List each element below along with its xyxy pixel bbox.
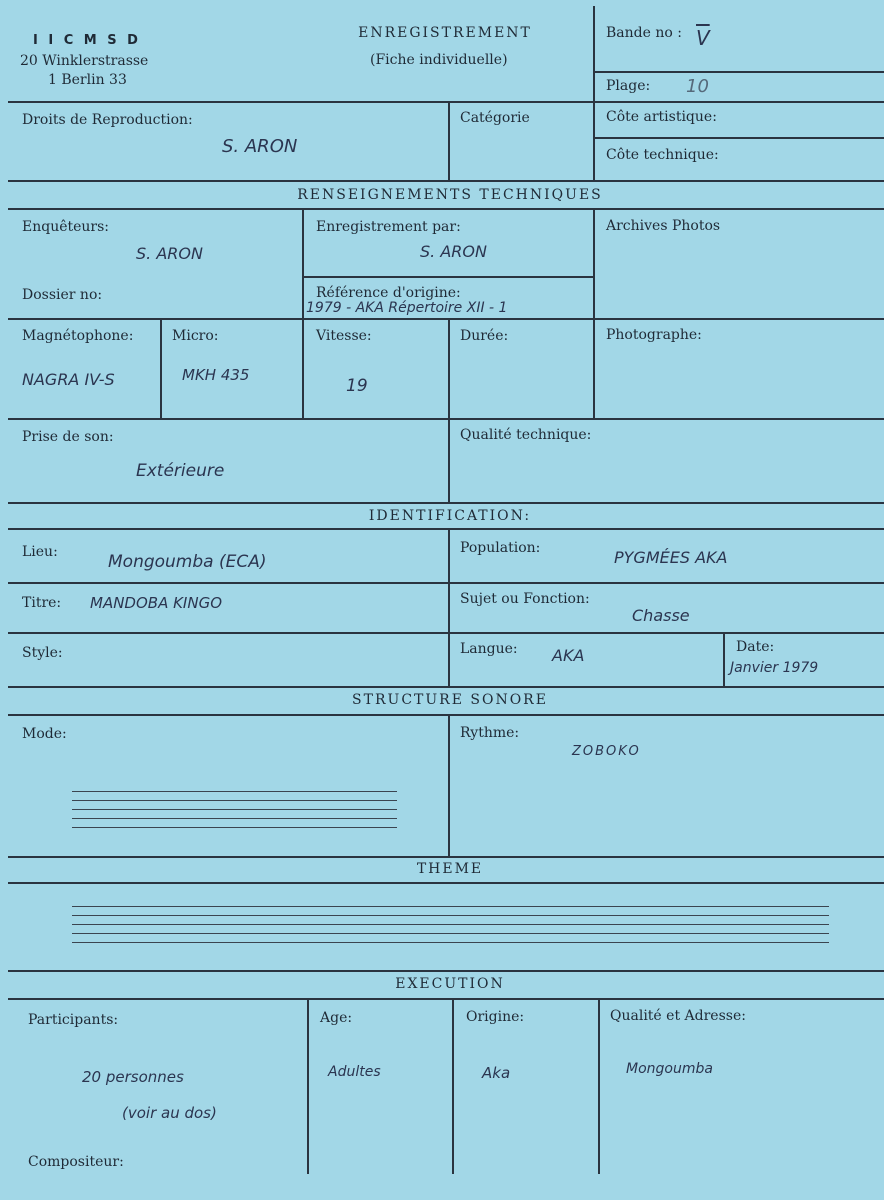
staff-line — [72, 827, 397, 828]
rule — [160, 318, 162, 418]
rule — [307, 998, 309, 1174]
section-title-structure: STRUCTURE SONORE — [352, 692, 548, 708]
staff-line — [72, 818, 397, 819]
cote-artistique-label: Côte artistique: — [606, 109, 717, 125]
form-subtitle: (Fiche individuelle) — [370, 52, 508, 68]
rule — [8, 528, 884, 530]
staff-line — [72, 906, 829, 907]
rule — [594, 71, 884, 73]
rule — [8, 714, 884, 716]
vitesse-label: Vitesse: — [316, 328, 372, 344]
rule — [8, 502, 884, 504]
enregistrement-par-label: Enregistrement par: — [316, 219, 461, 235]
reference-label: Référence d'origine: — [316, 285, 461, 301]
origine-label: Origine: — [466, 1009, 525, 1025]
micro-value: MKH 435 — [182, 366, 250, 384]
langue-label: Langue: — [460, 641, 518, 657]
rule — [593, 208, 595, 418]
langue-value: AKA — [552, 646, 585, 665]
droits-label: Droits de Reproduction: — [22, 112, 193, 128]
magnetophone-value: NAGRA IV-S — [22, 370, 115, 389]
rule — [8, 632, 884, 634]
rule — [598, 998, 600, 1174]
rule — [8, 856, 884, 858]
form-title: ENREGISTREMENT — [358, 25, 532, 41]
staff-line — [72, 933, 829, 934]
sujet-label: Sujet ou Fonction: — [460, 591, 590, 607]
plage-label: Plage: — [606, 78, 651, 94]
prise-value: Extérieure — [136, 461, 225, 481]
date-value: Janvier 1979 — [730, 660, 819, 676]
micro-label: Micro: — [172, 328, 219, 344]
rule — [8, 208, 884, 210]
section-title-identification: IDENTIFICATION: — [368, 508, 532, 524]
rule — [448, 714, 450, 856]
categorie-label: Catégorie — [460, 110, 530, 126]
rule — [448, 101, 450, 180]
photographe-label: Photographe: — [606, 327, 702, 343]
plage-value: 10 — [686, 76, 709, 97]
enqueteurs-value: S. ARON — [136, 244, 203, 263]
lieu-label: Lieu: — [22, 544, 58, 560]
vitesse-value: 19 — [346, 376, 368, 396]
enqueteurs-label: Enquêteurs: — [22, 219, 110, 235]
rule — [8, 180, 884, 182]
participants-label: Participants: — [28, 1012, 119, 1028]
mode-label: Mode: — [22, 726, 67, 742]
rule — [723, 632, 725, 686]
compositeur-label: Compositeur: — [28, 1154, 124, 1170]
lieu-value: Mongoumba (ECA) — [108, 552, 267, 572]
staff-line — [72, 809, 397, 810]
titre-label: Titre: — [22, 595, 62, 611]
rule — [8, 686, 884, 688]
rule — [8, 582, 884, 584]
rule — [448, 528, 450, 686]
bande-value: $\overline{V}$ — [696, 26, 710, 50]
address-line-2: 1 Berlin 33 — [48, 72, 127, 88]
staff-line — [72, 915, 829, 916]
staff-line — [72, 942, 829, 943]
staff-line — [72, 924, 829, 925]
rule — [452, 998, 454, 1174]
rule — [593, 6, 595, 180]
qualite-adresse-value: Mongoumba — [626, 1061, 713, 1077]
rule — [8, 998, 884, 1000]
org-name: I I C M S D — [33, 33, 141, 48]
reference-value: 1979 - AKA Répertoire XII - 1 — [306, 300, 508, 316]
participants-value-line1: 20 personnes — [82, 1068, 184, 1086]
qualite-technique-label: Qualité technique: — [460, 427, 592, 443]
population-label: Population: — [460, 540, 541, 556]
section-title-theme: THEME — [416, 861, 484, 877]
origine-value: Aka — [482, 1064, 511, 1082]
staff-line — [72, 791, 397, 792]
prise-label: Prise de son: — [22, 429, 114, 445]
section-title-technical: RENSEIGNEMENTS TECHNIQUES — [297, 187, 603, 203]
rule — [8, 101, 884, 103]
style-label: Style: — [22, 645, 63, 661]
qualite-adresse-label: Qualité et Adresse: — [610, 1008, 746, 1024]
archives-label: Archives Photos — [606, 218, 721, 234]
rule — [448, 318, 450, 502]
cote-technique-label: Côte technique: — [606, 147, 719, 163]
rule — [8, 970, 884, 972]
duree-label: Durée: — [460, 328, 509, 344]
rule — [302, 276, 594, 278]
bande-label: Bande no : — [606, 25, 682, 41]
section-title-execution: EXECUTION — [395, 976, 505, 992]
rythme-value: ZOBOKO — [572, 744, 641, 759]
rule — [594, 137, 884, 139]
rule — [8, 418, 884, 420]
population-value: PYGMÉES AKA — [614, 548, 728, 567]
address-line-1: 20 Winklerstrasse — [20, 53, 149, 69]
rule — [8, 318, 884, 320]
age-value: Adultes — [328, 1064, 381, 1080]
rythme-label: Rythme: — [460, 725, 520, 741]
staff-line — [72, 800, 397, 801]
rule — [8, 882, 884, 884]
enregistrement-par-value: S. ARON — [420, 242, 487, 261]
age-label: Age: — [320, 1010, 353, 1026]
titre-value: MANDOBA KINGO — [90, 594, 223, 612]
sujet-value: Chasse — [632, 606, 690, 625]
participants-value-line2: (voir au dos) — [122, 1104, 217, 1122]
date-label: Date: — [736, 639, 775, 655]
droits-value: S. ARON — [222, 136, 298, 157]
magnetophone-label: Magnétophone: — [22, 328, 134, 344]
rule — [302, 208, 304, 418]
dossier-label: Dossier no: — [22, 287, 103, 303]
